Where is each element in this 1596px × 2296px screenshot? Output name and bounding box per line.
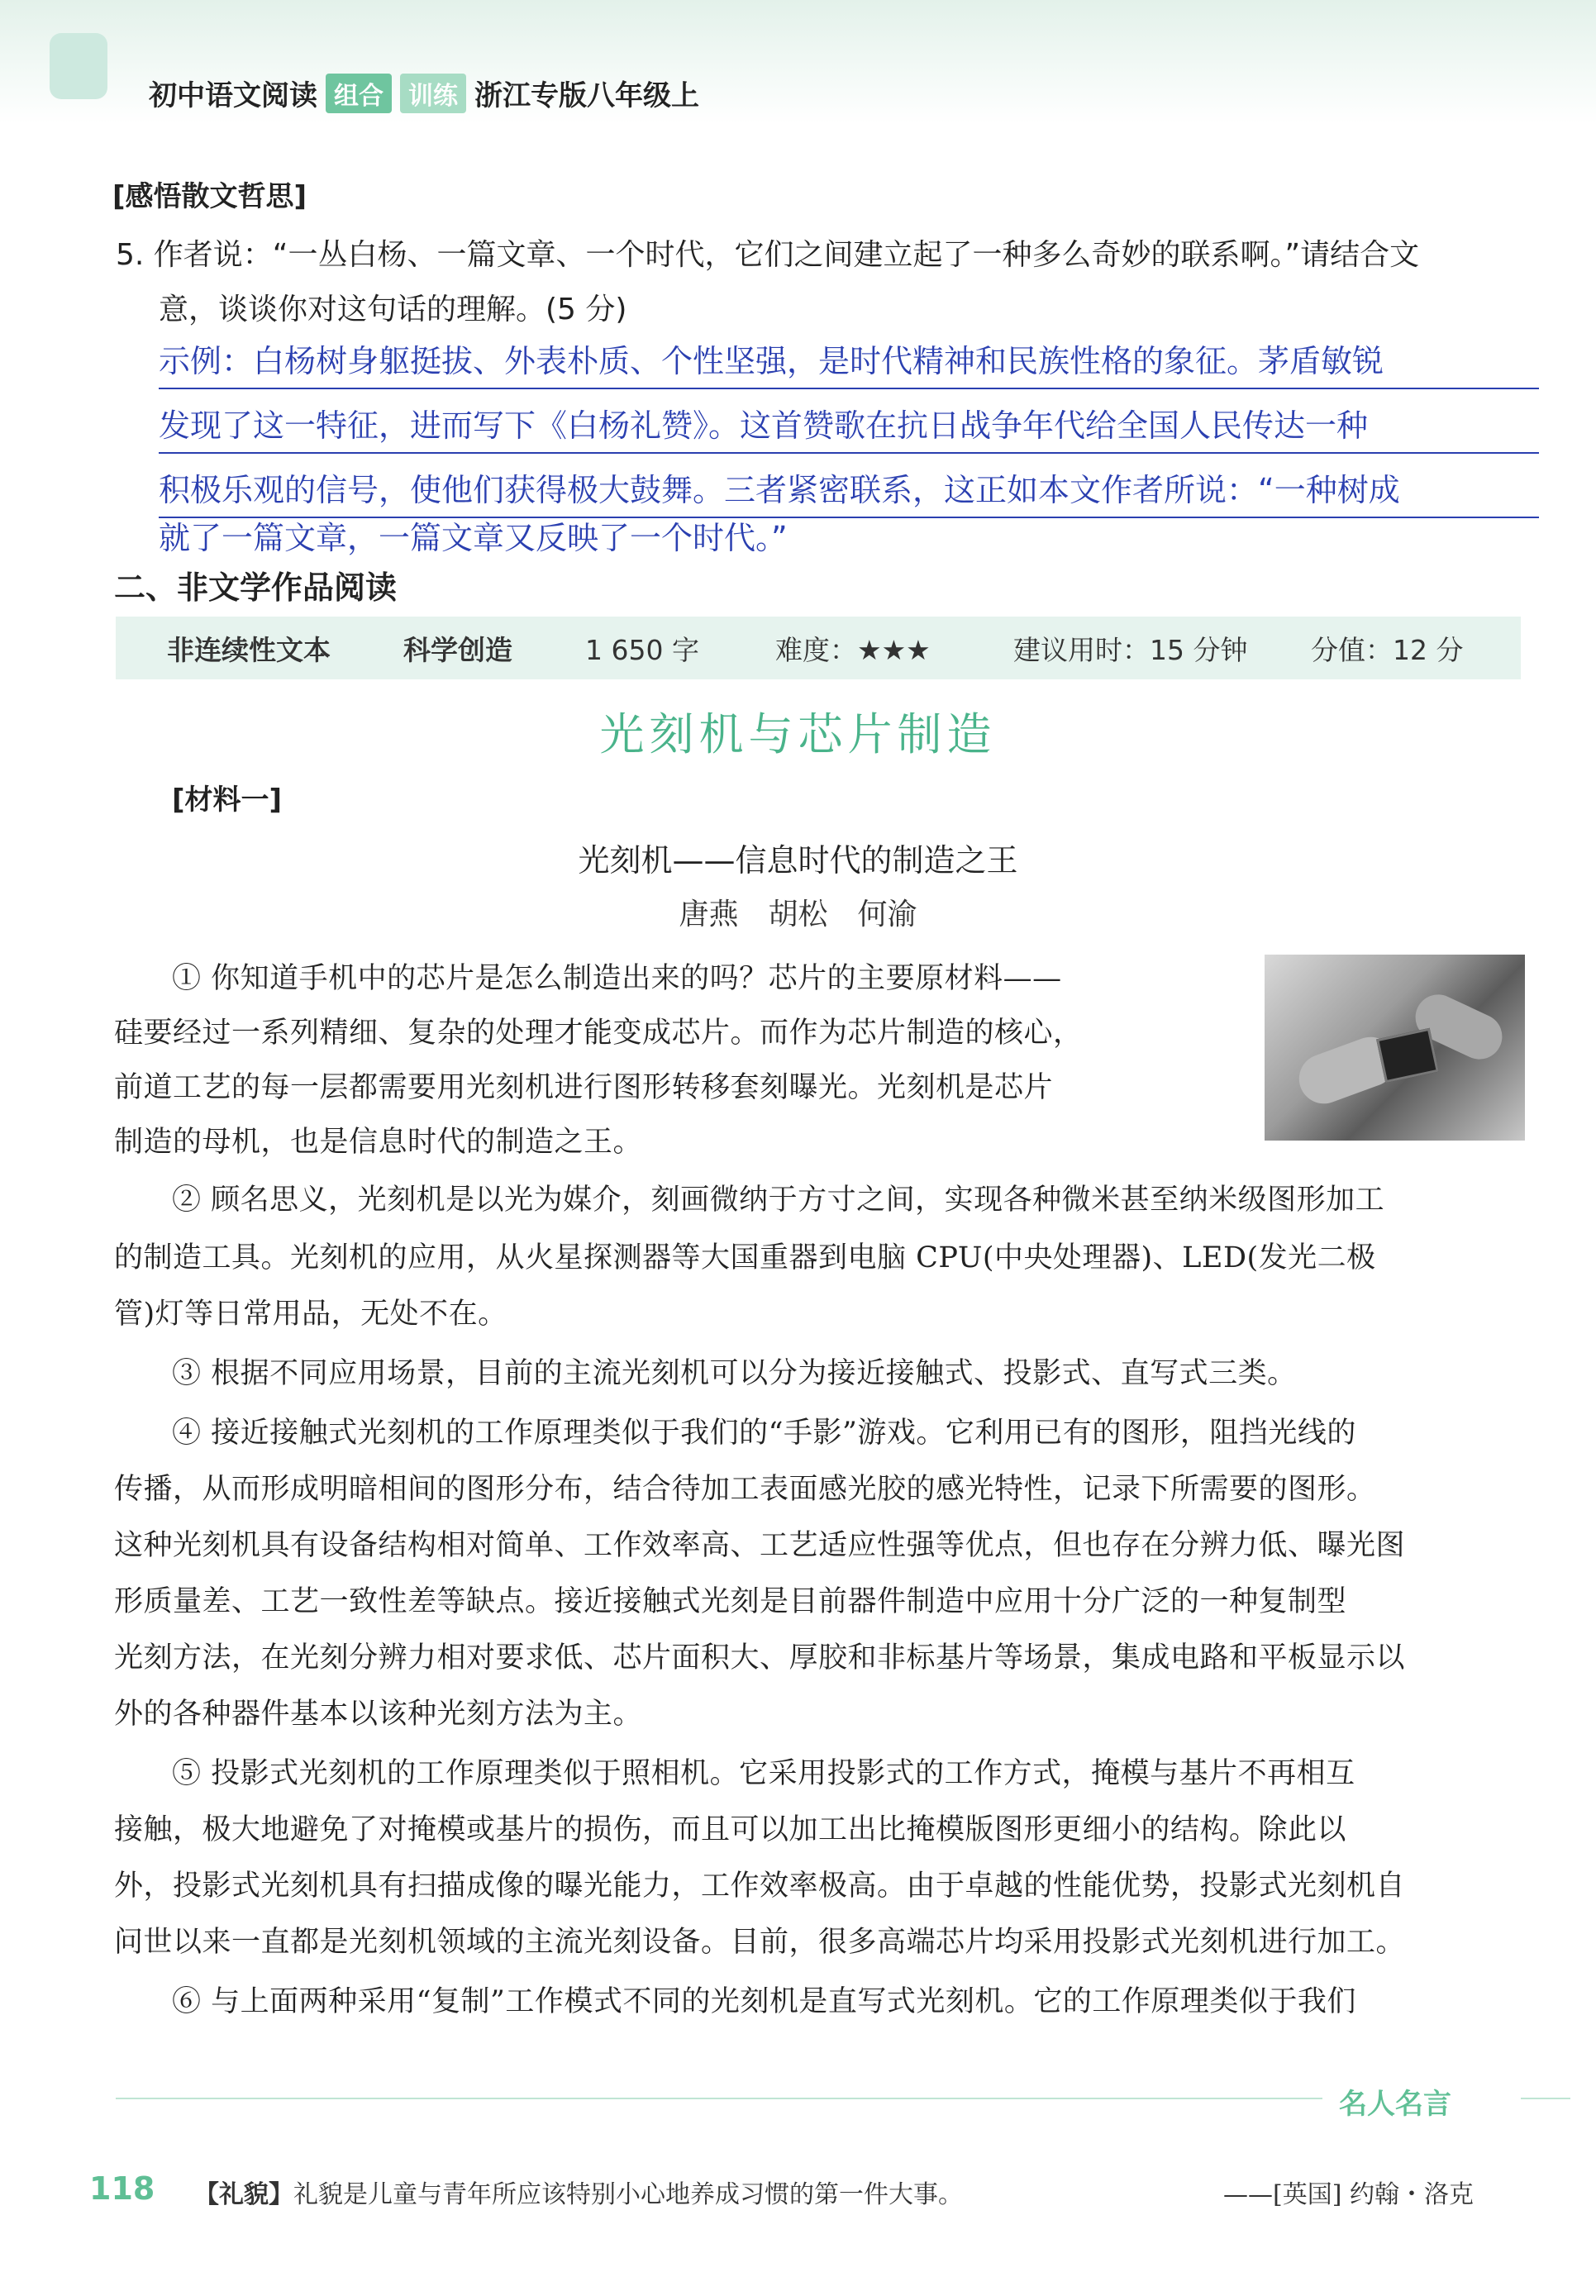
page-number: 118: [89, 2170, 155, 2207]
paragraph-line: ⑥ 与上面两种采用“复制”工作模式不同的光刻机是直写式光刻机。它的工作原理类似于我们: [172, 1985, 1356, 2018]
paragraph-line: ② 顾名思义，光刻机是以光为媒介，刻画微纳于方寸之间，实现各种微米甚至纳米级图形加工: [172, 1184, 1385, 1217]
paragraph-line: 接触，极大地避免了对掩模或基片的损伤，而且可以加工出比掩模版图形更细小的结构。除此以: [114, 1813, 1347, 1846]
section-tag: [感悟散文哲思]: [112, 180, 307, 213]
quote-tag: 【礼貌】: [194, 2180, 293, 2209]
difficulty: 难度：★★★: [775, 633, 931, 666]
article-title: 光刻机与芯片制造: [599, 708, 997, 760]
book-title: 初中语文阅读: [149, 79, 317, 112]
answer-line: 示例：白杨树身躯挺拔、外表朴质、个性坚强，是时代精神和民族性格的象征。茅盾敏锐: [159, 336, 1539, 389]
authors: 唐燕 胡松 何渝: [679, 898, 917, 931]
text-type: 非连续性文本: [167, 633, 331, 666]
quote-attribution: ——[英国] 约翰・洛克: [1223, 2180, 1474, 2209]
material-tag: [材料一]: [172, 784, 283, 817]
paragraph-line: 外的各种器件基本以该种光刻方法为主。: [114, 1698, 643, 1731]
paragraph-line: 的制造工具。光刻机的应用，从火星探测器等大国重器到电脑 CPU(中央处理器)、LED(发光二极: [114, 1241, 1376, 1274]
paragraph-line: ③ 根据不同应用场景，目前的主流光刻机可以分为接近接触式、投影式、直写式三类。: [172, 1357, 1297, 1390]
paragraph-line: ④ 接近接触式光刻机的工作原理类似于我们的“手影”游戏。它利用已有的图形，阻挡光线的: [172, 1417, 1356, 1450]
answer-line: 积极乐观的信号，使他们获得极大鼓舞。三者紧密联系，这正如本文作者所说：“一种树成: [159, 464, 1539, 518]
tag-combo: 组合: [326, 74, 392, 113]
footer-divider: [1521, 2098, 1570, 2099]
paragraph-line: 制造的母机，也是信息时代的制造之王。: [114, 1126, 643, 1159]
info-bar: [116, 617, 1521, 679]
book-logo-icon: [50, 33, 107, 99]
edition-label: 浙江专版八年级上: [474, 79, 699, 112]
footer-divider: [116, 2098, 1322, 2099]
paragraph-line: 前道工艺的每一层都需要用光刻机进行图形转移套刻曝光。光刻机是芯片: [114, 1071, 1054, 1104]
tag-training: 训练: [400, 74, 466, 113]
suggested-time: 建议用时：15 分钟: [1013, 633, 1248, 666]
question-line-2: 意，谈谈你对这句话的理解。(5 分): [159, 293, 627, 326]
paragraph-line: ① 你知道手机中的芯片是怎么制造出来的吗？芯片的主要原材料——: [172, 962, 1062, 995]
paragraph-line: 形质量差、工艺一致性差等缺点。接近接触式光刻是目前器件制造中应用十分广泛的一种复制型: [114, 1585, 1347, 1618]
footer-quote: [194, 2174, 963, 2210]
topic: 科学创造: [403, 633, 512, 666]
paragraph-line: 传播，从而形成明暗相间的图形分布，结合待加工表面感光胶的感光特性，记录下所需要的图形。: [114, 1473, 1376, 1506]
paragraph-line: 问世以来一直都是光刻机领域的主流光刻设备。目前，很多高端芯片均采用投影式光刻机进行加工。: [114, 1926, 1406, 1959]
paragraph-line: ⑤ 投影式光刻机的工作原理类似于照相机。它采用投影式的工作方式，掩模与基片不再相互: [172, 1757, 1355, 1790]
quote-text: 礼貌是儿童与青年所应该特别小心地养成习惯的第一件大事。: [293, 2180, 963, 2209]
chip-photo: [1265, 955, 1525, 1141]
sub-title: 光刻机——信息时代的制造之王: [578, 842, 1018, 879]
score: 分值：12 分: [1311, 633, 1464, 666]
question-line-1: 5. 作者说：“一丛白杨、一篇文章、一个时代，它们之间建立起了一种多么奇妙的联系啊。”请结合文: [116, 238, 1420, 272]
part-heading: 二、非文学作品阅读: [114, 569, 398, 606]
paragraph-line: 光刻方法，在光刻分辨力相对要求低、芯片面积大、厚胶和非标基片等场景，集成电路和平板显示以: [114, 1641, 1406, 1674]
paragraph-line: 外，投影式光刻机具有扫描成像的曝光能力，工作效率极高。由于卓越的性能优势，投影式光刻机自: [114, 1870, 1406, 1903]
answer-line: 就了一篇文章，一篇文章又反映了一个时代。”: [159, 520, 788, 556]
paragraph-line: 硅要经过一系列精细、复杂的处理才能变成芯片。而作为芯片制造的核心，: [114, 1017, 1083, 1050]
quote-label: 名人名言: [1339, 2088, 1451, 2121]
paragraph-line: 管)灯等日常用品，无处不在。: [114, 1298, 507, 1331]
answer-line: 发现了这一特征，进而写下《白杨礼赞》。这首赞歌在抗日战争年代给全国人民传达一种: [159, 400, 1539, 454]
chip-shape: [1376, 1028, 1439, 1084]
word-count: 1 650 字: [585, 633, 699, 666]
book-header: [149, 73, 699, 113]
paragraph-line: 这种光刻机具有设备结构相对简单、工作效率高、工艺适应性强等优点，但也存在分辨力低、曝光图: [114, 1529, 1406, 1562]
